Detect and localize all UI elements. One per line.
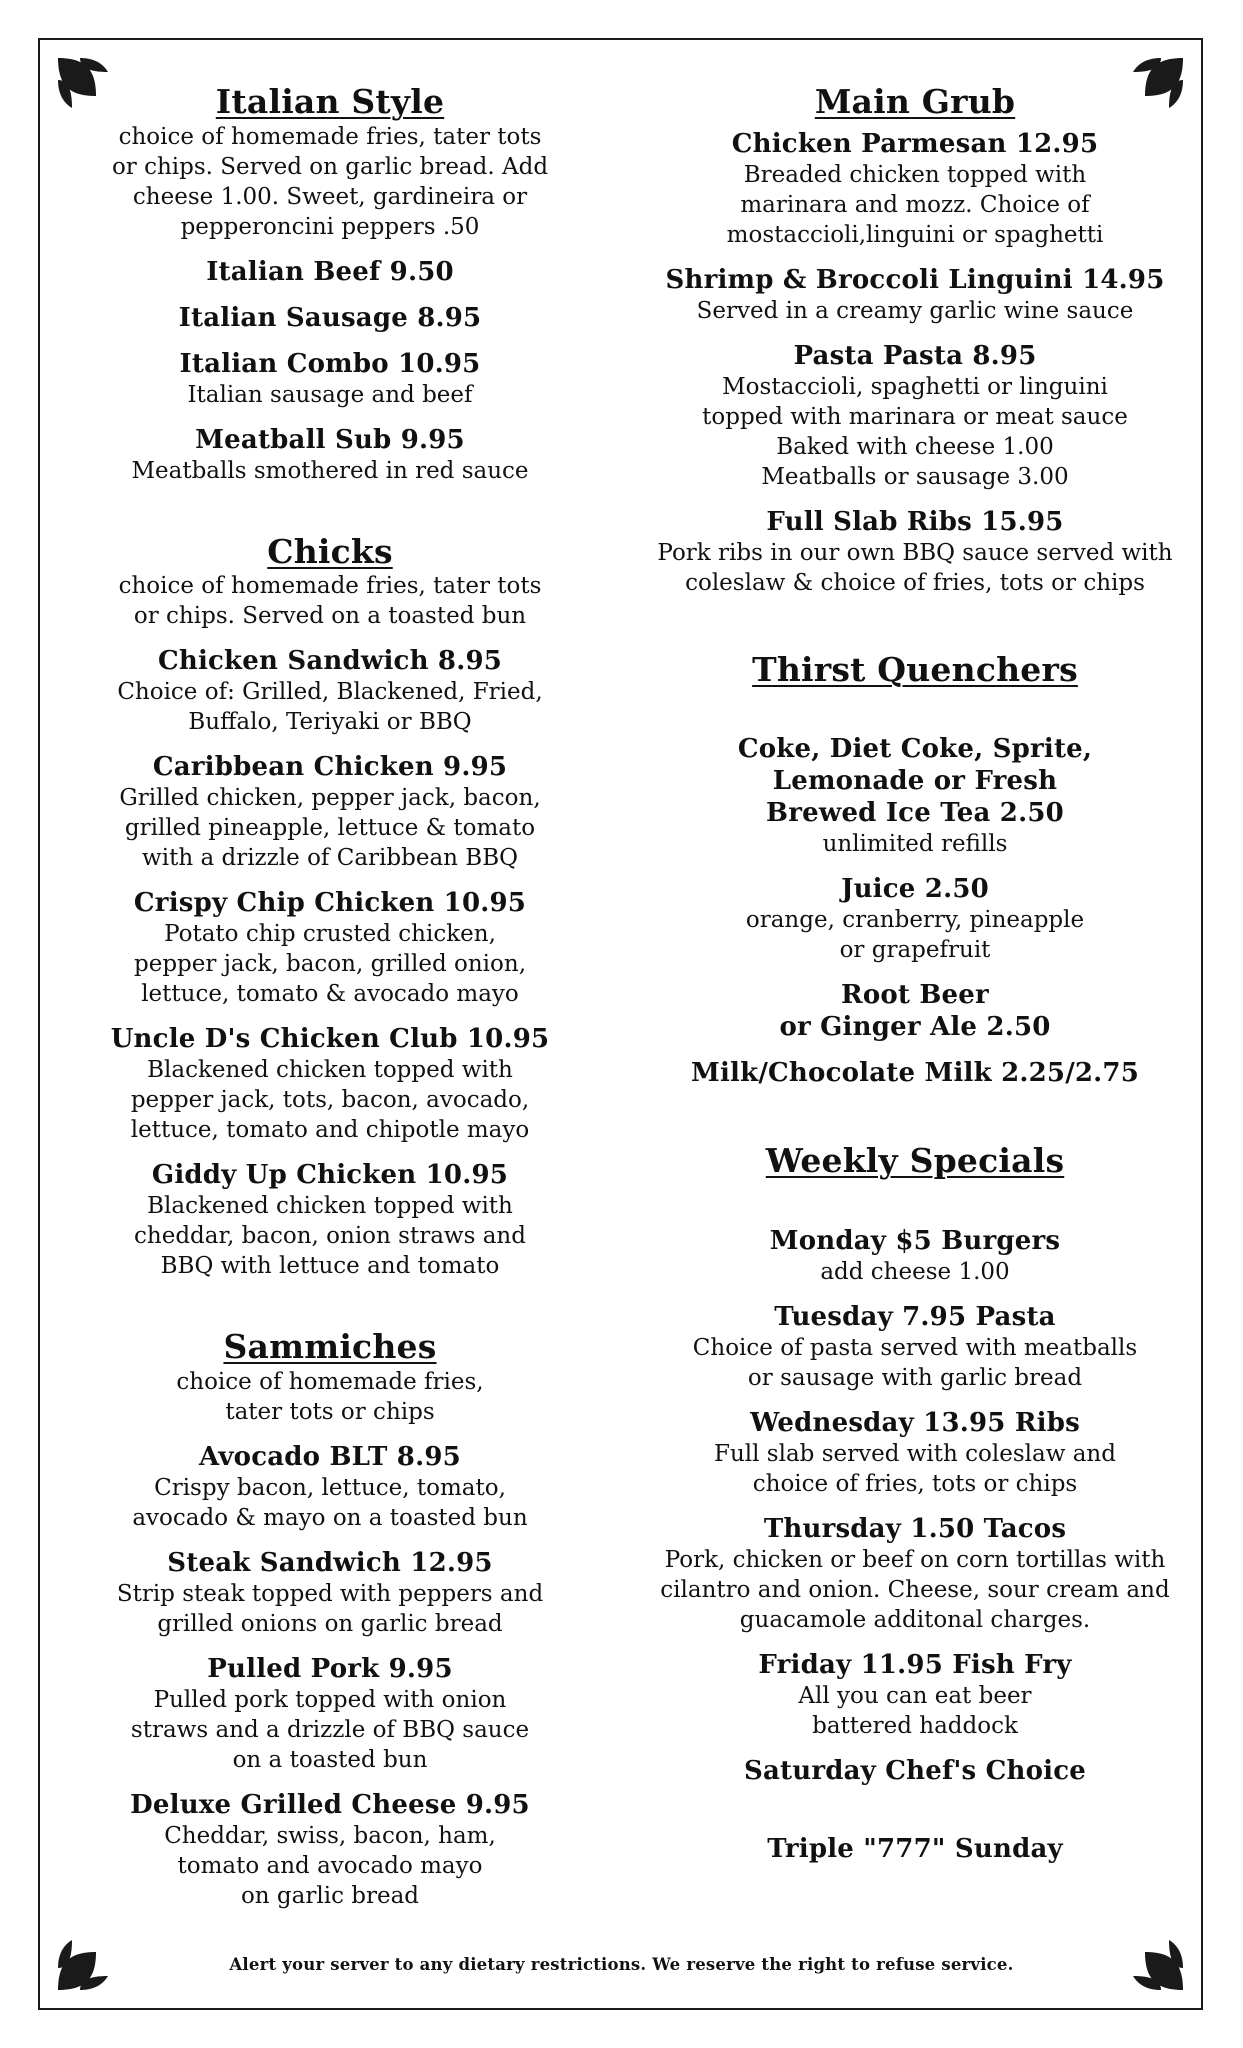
menu-item <box>650 506 1180 598</box>
menu-item <box>650 1513 1180 1635</box>
item-description: Breaded chicken topped with <box>743 161 1087 188</box>
item-description: Served in a creamy garlic wine sauce <box>696 297 1134 324</box>
item-name: Thursday 1.50 Tacos <box>763 1513 1067 1544</box>
item-name: Root Beer <box>841 980 989 1011</box>
item-description: pepper jack, bacon, grilled onion, <box>134 951 526 978</box>
section-main-grub <box>650 82 1180 598</box>
item-description: mostaccioli,linguini or spaghetti <box>726 221 1104 248</box>
section-chicks <box>80 532 580 1282</box>
item-description: pepper jack, tots, bacon, avocado, <box>130 1087 530 1114</box>
item-name: Italian Beef 9.50 <box>206 256 454 287</box>
item-description: Meatballs or sausage 3.00 <box>761 463 1069 490</box>
item-name: Brewed Ice Tea 2.50 <box>766 798 1064 829</box>
item-name: Pulled Pork 9.95 <box>207 1653 453 1684</box>
item-description: Potato chip crusted chicken, <box>164 921 496 948</box>
section-title: Sammiches <box>223 1327 437 1367</box>
desc-line: choice of homemade fries, tater tots <box>118 123 542 150</box>
item-name: Triple "777" Sunday <box>767 1833 1063 1864</box>
item-description: orange, cranberry, pineapple <box>745 907 1085 934</box>
item-description: battered haddock <box>812 1712 1018 1739</box>
menu-item <box>80 645 580 737</box>
item-description: Blackened chicken topped with <box>147 1193 513 1220</box>
item-name: Crispy Chip Chicken 10.95 <box>133 888 527 919</box>
item-description: unlimited refills <box>822 831 1008 858</box>
item-description: tomato and avocado mayo <box>177 1852 483 1879</box>
item-description: marinara and mozz. Choice of <box>740 191 1090 218</box>
item-name: Saturday Chef's Choice <box>744 1755 1086 1786</box>
section-description <box>80 571 580 631</box>
item-name: Pasta Pasta 8.95 <box>793 340 1037 371</box>
menu-item <box>80 1441 580 1533</box>
item-name: Wednesday 13.95 Ribs <box>750 1407 1080 1438</box>
menu-item <box>80 1159 580 1281</box>
menu-item <box>80 1547 580 1639</box>
right-column <box>650 82 1180 1865</box>
item-name: Avocado BLT 8.95 <box>199 1441 461 1472</box>
desc-line: cheese 1.00. Sweet, gardineira or <box>132 183 528 210</box>
desc-line: choice of homemade fries, <box>176 1368 484 1395</box>
item-name: Italian Sausage 8.95 <box>178 302 482 333</box>
section-description <box>80 122 580 242</box>
item-description: choice of fries, tots or chips <box>752 1470 1078 1497</box>
menu-item <box>650 1833 1180 1865</box>
item-description: Italian sausage and beef <box>187 381 473 408</box>
menu-item <box>650 340 1180 492</box>
menu-item <box>650 128 1180 250</box>
item-name: Meatball Sub 9.95 <box>195 424 465 455</box>
item-description: with a drizzle of Caribbean BBQ <box>142 845 518 872</box>
menu-item <box>650 1225 1180 1287</box>
item-description: BBQ with lettuce and tomato <box>160 1253 500 1280</box>
menu-item <box>80 256 580 288</box>
desc-line: or chips. Served on garlic bread. Add <box>111 153 549 180</box>
item-description: Strip steak topped with peppers and <box>116 1580 544 1607</box>
item-description: grilled onions on garlic bread <box>157 1610 503 1637</box>
item-description: guacamole additonal charges. <box>739 1606 1091 1633</box>
item-name: Shrimp & Broccoli Linguini 14.95 <box>665 264 1165 295</box>
item-description: Buffalo, Teriyaki or BBQ <box>188 709 472 736</box>
menu-item <box>650 979 1180 1043</box>
item-name: Lemonade or Fresh <box>772 766 1058 797</box>
item-description: Blackened chicken topped with <box>147 1057 513 1084</box>
item-description: Baked with cheese 1.00 <box>776 433 1054 460</box>
item-description: on a toasted bun <box>232 1746 428 1773</box>
item-name: Uncle D's Chicken Club 10.95 <box>110 1024 550 1055</box>
section-thirst-quenchers <box>650 650 1180 1090</box>
item-description: Mostaccioli, spaghetti or linguini <box>722 373 1108 400</box>
item-description: Choice of: Grilled, Blackened, Fried, <box>117 679 543 706</box>
item-description: grilled pineapple, lettuce & tomato <box>124 815 536 842</box>
item-name: Italian Combo 10.95 <box>179 348 481 379</box>
menu-item <box>80 887 580 1009</box>
item-name: Milk/Chocolate Milk 2.25/2.75 <box>690 1058 1140 1089</box>
menu-item <box>80 1653 580 1775</box>
item-description: on garlic bread <box>240 1882 420 1909</box>
menu-item <box>80 751 580 873</box>
footer-note: Alert your server to any dietary restrictions. We reserve the right to refuse service. <box>229 1955 1014 1974</box>
item-description: lettuce, tomato and chipotle mayo <box>130 1117 530 1144</box>
item-name: Full Slab Ribs 15.95 <box>766 506 1064 537</box>
item-description: Grilled chicken, pepper jack, bacon, <box>119 785 541 812</box>
item-name: Monday $5 Burgers <box>769 1225 1061 1256</box>
item-name: Juice 2.50 <box>841 874 989 905</box>
section-title: Chicks <box>267 531 393 571</box>
item-description: Choice of pasta served with meatballs <box>692 1334 1138 1361</box>
section-title: Weekly Specials <box>765 1141 1065 1181</box>
item-name: Chicken Parmesan 12.95 <box>731 128 1099 159</box>
item-description: Meatballs smothered in red sauce <box>131 457 529 484</box>
item-description: or sausage with garlic bread <box>747 1364 1083 1391</box>
item-description: lettuce, tomato & avocado mayo <box>141 981 519 1008</box>
item-description: Pork ribs in our own BBQ sauce served with <box>657 539 1173 566</box>
menu-item <box>80 302 580 334</box>
item-description: avocado & mayo on a toasted bun <box>132 1504 528 1531</box>
item-name: Coke, Diet Coke, Sprite, <box>737 734 1093 765</box>
item-description: add cheese 1.00 <box>820 1258 1010 1285</box>
section-title: Italian Style <box>215 82 445 121</box>
menu-item <box>650 1649 1180 1741</box>
item-name: Giddy Up Chicken 10.95 <box>151 1160 509 1191</box>
section-description <box>80 1367 580 1427</box>
menu-item <box>80 1789 580 1911</box>
menu-item <box>650 873 1180 965</box>
item-name: Deluxe Grilled Cheese 9.95 <box>130 1789 530 1820</box>
item-description: straws and a drizzle of BBQ sauce <box>130 1716 530 1743</box>
item-name: Tuesday 7.95 Pasta <box>774 1301 1056 1332</box>
item-name: Steak Sandwich 12.95 <box>167 1547 493 1578</box>
desc-line: pepperoncini peppers .50 <box>180 213 480 240</box>
menu-item <box>650 264 1180 326</box>
item-name: Caribbean Chicken 9.95 <box>152 752 508 783</box>
item-name: or Ginger Ale 2.50 <box>779 1012 1051 1043</box>
menu-item <box>650 733 1180 859</box>
menu-item <box>650 1301 1180 1393</box>
desc-line: choice of homemade fries, tater tots <box>118 573 542 600</box>
section-title: Thirst Quenchers <box>752 649 1078 689</box>
item-description: topped with marinara or meat sauce <box>702 403 1128 430</box>
desc-line: or chips. Served on a toasted bun <box>133 603 527 630</box>
section-weekly-specials <box>650 1141 1180 1865</box>
section-sammiches <box>80 1327 580 1911</box>
menu-item <box>80 348 580 410</box>
menu-item <box>80 1023 580 1145</box>
item-description: coleslaw & choice of fries, tots or chips <box>685 569 1145 596</box>
item-name: Friday 11.95 Fish Fry <box>758 1649 1072 1680</box>
item-description: All you can eat beer <box>798 1682 1032 1709</box>
item-description: Crispy bacon, lettuce, tomato, <box>154 1474 506 1501</box>
item-description: Cheddar, swiss, bacon, ham, <box>164 1822 496 1849</box>
menu-item <box>650 1755 1180 1787</box>
item-description: Pork, chicken or beef on corn tortillas with <box>664 1546 1166 1573</box>
item-description: Pulled pork topped with onion <box>153 1686 507 1713</box>
menu-item <box>650 1057 1180 1089</box>
left-column <box>80 82 580 1911</box>
desc-line: tater tots or chips <box>225 1398 435 1425</box>
section-title: Main Grub <box>814 82 1016 121</box>
menu-item <box>650 1407 1180 1499</box>
item-description: cilantro and onion. Cheese, sour cream and <box>660 1576 1170 1603</box>
item-description: cheddar, bacon, onion straws and <box>134 1223 526 1250</box>
section-italian-style <box>80 82 580 486</box>
menu-item <box>80 424 580 486</box>
item-name: Chicken Sandwich 8.95 <box>157 646 503 677</box>
item-description: or grapefruit <box>839 937 991 964</box>
item-description: Full slab served with coleslaw and <box>714 1440 1116 1467</box>
